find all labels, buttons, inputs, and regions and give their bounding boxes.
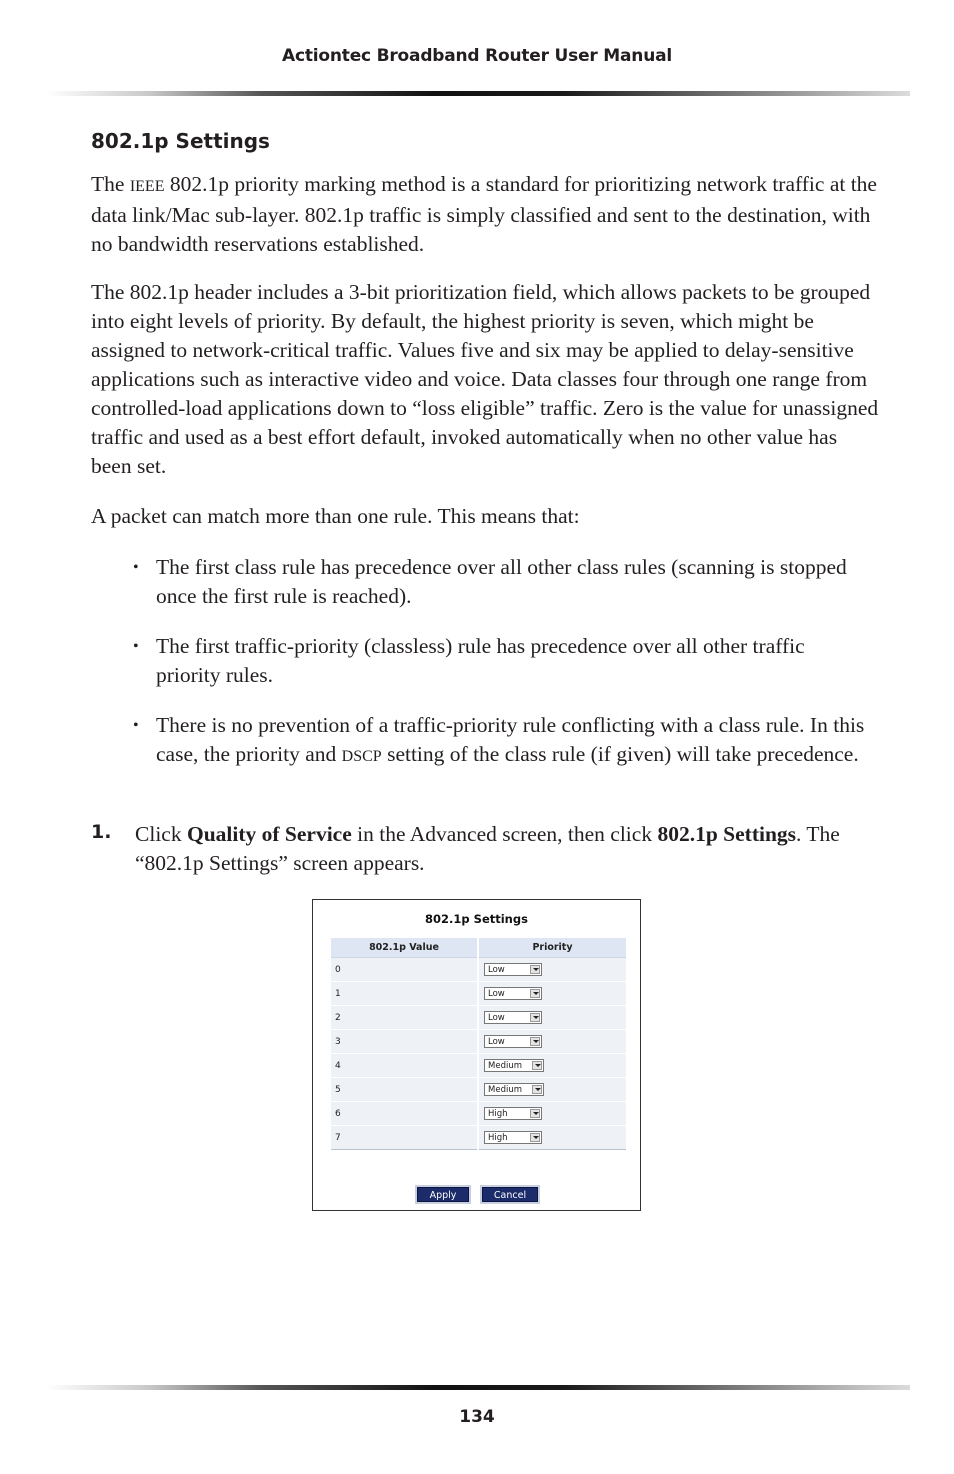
priority-select[interactable]: Low [484,1035,542,1048]
priority-table [331,938,626,1150]
table-row [331,1078,626,1102]
chevron-down-icon [530,989,540,998]
table-row [331,1030,626,1054]
screenshot-title: 802.1p Settings [425,912,528,926]
footer-divider [46,1385,910,1390]
column-header-value: 802.1p Value [331,938,478,958]
list-item: • The first traffic-priority (classless) rule has precedence over all other traffic priority rules. [133,634,805,687]
value-cell: 4 [331,1054,478,1078]
priority-select[interactable]: Medium [484,1059,544,1072]
chevron-down-icon [530,965,540,974]
value-cell: 0 [331,958,478,982]
column-header-priority: Priority [478,938,626,958]
table-row [331,982,626,1006]
priority-select[interactable]: Low [484,987,542,1000]
settings-screenshot [312,899,641,1211]
priority-select[interactable]: Medium [484,1083,544,1096]
header-divider [46,91,910,96]
section-title: 802.1p Settings [91,129,270,153]
apply-button[interactable]: Apply [417,1187,469,1202]
chevron-down-icon [532,1061,542,1070]
bullet-icon: • [133,638,139,655]
paragraph-intro: The IEEE 802.1p priority marking method is a standard for prioritizing network traffic at the data link/Mac sub-layer. 802.1p traffic is simply classified and sent to the destination, with no bandwidth reservations established. [91,172,877,256]
list-item: • There is no prevention of a traffic-priority rule conflicting with a class rule. In this case, the priority and DSCP setting of the class rule (if given) will take precedence. [133,713,865,766]
chevron-down-icon [530,1109,540,1118]
cancel-button[interactable]: Cancel [482,1187,538,1202]
paragraph-rule-match: A packet can match more than one rule. This means that: [91,504,580,528]
step-number: 1. [91,821,112,843]
priority-select[interactable]: Low [484,1011,542,1024]
table-row [331,1006,626,1030]
chevron-down-icon [530,1013,540,1022]
value-cell: 5 [331,1078,478,1102]
value-cell: 6 [331,1102,478,1126]
value-cell: 1 [331,982,478,1006]
bullet-icon: • [133,717,139,734]
value-cell: 3 [331,1030,478,1054]
chevron-down-icon [530,1037,540,1046]
step-instruction: Click Quality of Service in the Advanced screen, then click 802.1p Settings. The “802.1p Settings” screen appears. [135,822,840,875]
chevron-down-icon [532,1085,542,1094]
chevron-down-icon [530,1133,540,1142]
value-cell: 2 [331,1006,478,1030]
list-item: • The first class rule has precedence over all other class rules (scanning is stopped once the first rule is reached). [133,555,847,608]
table-row [331,1102,626,1126]
manual-header-title: Actiontec Broadband Router User Manual [282,46,672,66]
table-row [331,958,626,982]
paragraph-header-description: The 802.1p header includes a 3-bit prioritization field, which allows packets to be grouped into eight levels of priority. By default, the highest priority is seven, which might be assigned to network-critical traffic. Values five and six may be applied to delay-sensitive applications such as interactive video and voice. Data classes four through one range from controlled-load applications down to “loss eligible” traffic. Zero is the value for unassigned traffic and used as a best effort default, invoked automatically when no other value has been set. [91,280,879,478]
table-row [331,1126,626,1150]
page-number: 134 [459,1407,495,1427]
priority-select[interactable]: Low [484,963,542,976]
bullet-icon: • [133,559,139,576]
table-row [331,1054,626,1078]
priority-select[interactable]: High [484,1131,542,1144]
priority-select[interactable]: High [484,1107,542,1120]
value-cell: 7 [331,1126,478,1150]
rule-precedence-list [133,553,873,771]
